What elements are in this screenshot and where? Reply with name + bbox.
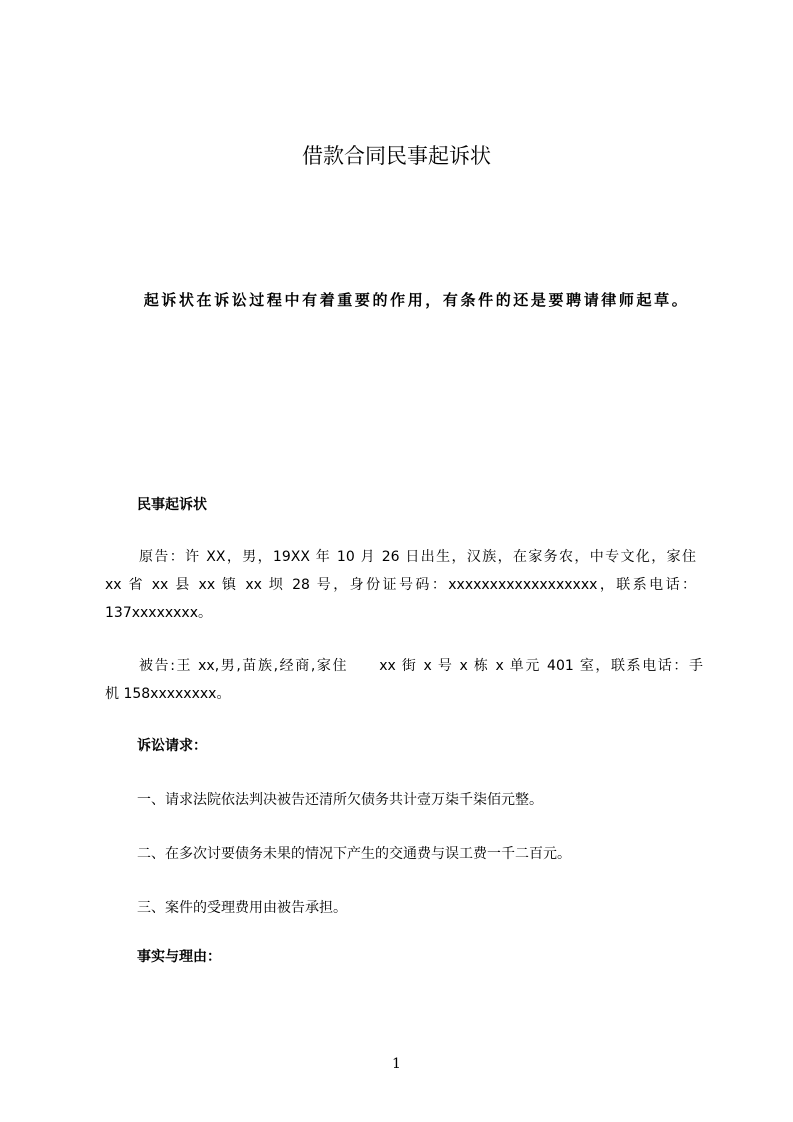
plaintiff-line-3: 137xxxxxxxx。 bbox=[105, 605, 213, 621]
complaint-heading: 民事起诉状 bbox=[137, 497, 207, 513]
document-subtitle: 起诉状在诉讼过程中有着重要的作用，有条件的还是要聘请律师起草。 bbox=[143, 291, 690, 309]
document-title: 借款合同民事起诉状 bbox=[302, 144, 491, 168]
plaintiff-line-2: xx 省 xx 县 xx 镇 xx 坝 28 号，身份证号码：xxxxxxxxxxxxxxxxxx，联系电话： bbox=[105, 577, 696, 593]
defendant-line-2: 机 158xxxxxxxx。 bbox=[105, 686, 231, 702]
facts-heading: 事实与理由： bbox=[137, 949, 221, 965]
claim-item-2: 二、在多次讨要债务未果的情况下产生的交通费与误工费一千二百元。 bbox=[137, 846, 571, 862]
claim-item-3: 三、案件的受理费用由被告承担。 bbox=[137, 900, 347, 916]
plaintiff-line-1: 原告：许 XX，男，19XX 年 10 月 26 日出生，汉族，在家务农，中专文化，家住 bbox=[139, 549, 696, 565]
defendant-line-1: 被告:王 xx,男,苗族,经商,家住 xx 街 x 号 x 栋 x 单元 401 室，联系电话：手 bbox=[139, 658, 703, 674]
claims-heading: 诉讼请求： bbox=[137, 738, 207, 754]
claim-item-1: 一、请求法院依法判决被告还清所欠债务共计壹万柒千柒佰元整。 bbox=[137, 792, 543, 808]
page-number: 1 bbox=[392, 1056, 401, 1072]
